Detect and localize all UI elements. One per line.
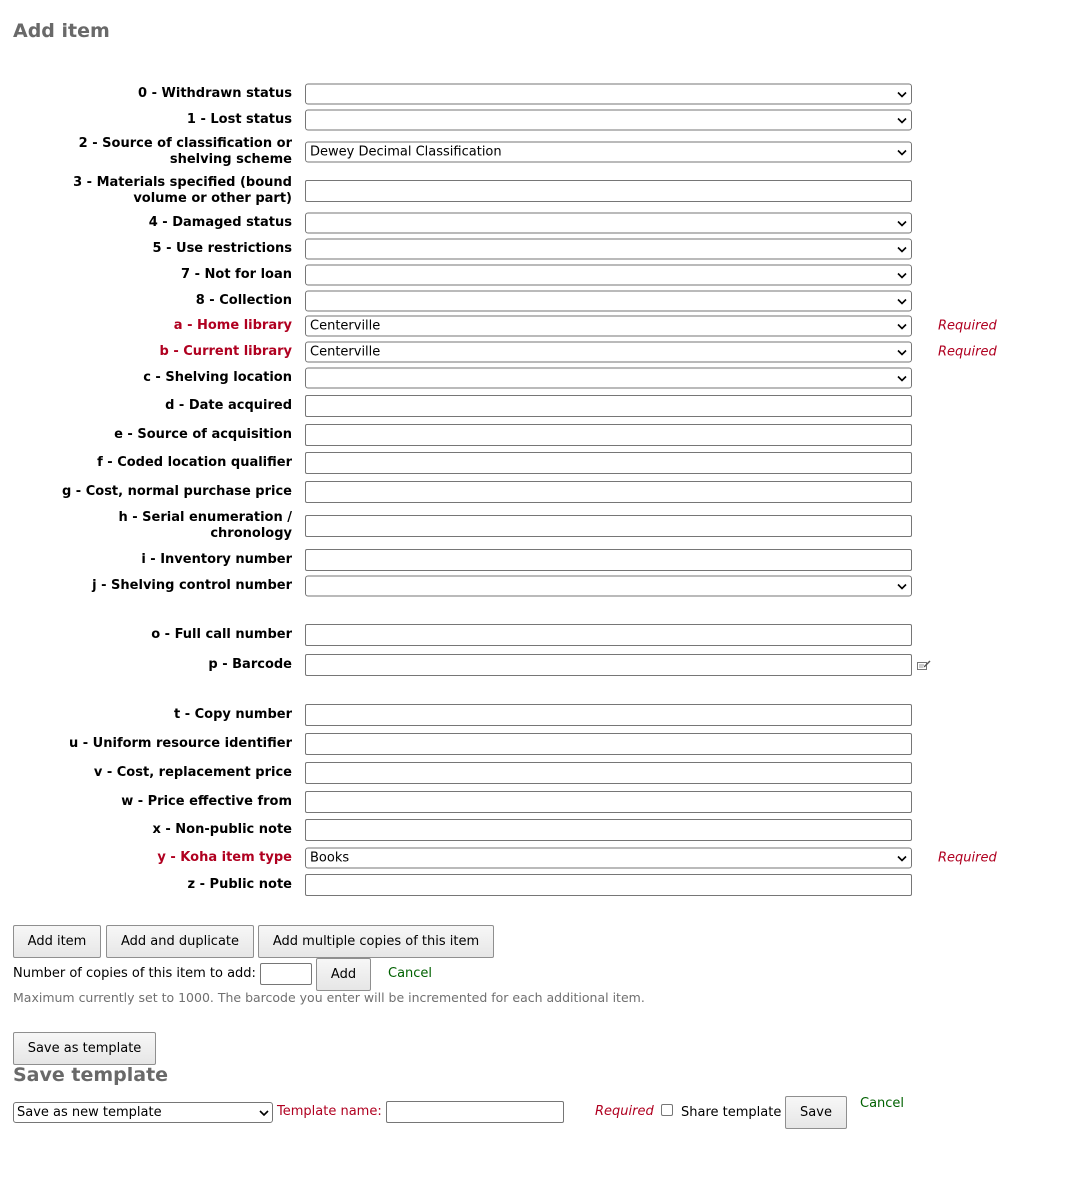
chevron-down-icon	[893, 343, 911, 362]
chevron-down-icon	[893, 317, 911, 336]
field-row-date-acquired	[0, 398, 1089, 413]
field-label-koha-item-type: y - Koha item type	[157, 850, 292, 865]
save-as-template-button[interactable]: Save as template	[13, 1032, 156, 1065]
template-select[interactable]	[13, 1102, 273, 1123]
cost-replacement-price-input[interactable]	[305, 762, 912, 784]
template-select-value: Save as new template	[17, 1105, 162, 1120]
field-label-not-for-loan: 7 - Not for loan	[181, 267, 292, 282]
chevron-down-icon	[256, 1110, 272, 1116]
field-row-home-library	[0, 318, 1089, 334]
source-of-acquisition-input[interactable]	[305, 424, 912, 446]
barcode-plugin-edit-icon[interactable]	[917, 659, 931, 671]
field-row-serial-enumeration-chronology	[0, 510, 1089, 541]
cost-normal-purchase-price-input[interactable]	[305, 481, 912, 503]
non-public-note-input[interactable]	[305, 819, 912, 841]
field-label-inventory-number: i - Inventory number	[141, 552, 292, 567]
field-label-current-library: b - Current library	[159, 344, 292, 359]
uniform-resource-identifier-input[interactable]	[305, 733, 912, 755]
chevron-down-icon	[893, 577, 911, 596]
required-note: Required	[938, 850, 997, 866]
field-row-public-note	[0, 877, 1089, 892]
koha-item-type-select-value: Books	[310, 850, 350, 866]
field-label-withdrawn-status: 0 - Withdrawn status	[138, 86, 292, 101]
date-acquired-input[interactable]	[305, 395, 912, 417]
field-row-shelving-control-number	[0, 578, 1089, 593]
field-label-public-note: z - Public note	[187, 877, 292, 892]
shelving-location-select[interactable]	[305, 368, 912, 389]
share-template-label: Share template	[681, 1105, 782, 1120]
template-name-input[interactable]	[386, 1101, 564, 1123]
field-label-barcode: p - Barcode	[208, 657, 292, 672]
share-template-checkbox[interactable]	[661, 1104, 673, 1116]
not-for-loan-select[interactable]	[305, 265, 912, 286]
field-row-uniform-resource-identifier	[0, 736, 1089, 751]
price-effective-from-input[interactable]	[305, 791, 912, 813]
chevron-down-icon	[893, 143, 911, 162]
field-row-source-of-acquisition	[0, 427, 1089, 442]
copies-input[interactable]	[260, 963, 312, 985]
field-label-shelving-location: c - Shelving location	[143, 370, 292, 385]
copy-number-input[interactable]	[305, 704, 912, 726]
template-name-label: Template name:	[277, 1104, 382, 1119]
home-library-select-value: Centerville	[310, 318, 381, 334]
damaged-status-select[interactable]	[305, 213, 912, 234]
field-label-date-acquired: d - Date acquired	[165, 398, 292, 413]
coded-location-qualifier-input[interactable]	[305, 452, 912, 474]
required-note: Required	[938, 344, 997, 360]
chevron-down-icon	[893, 240, 911, 259]
field-row-non-public-note	[0, 822, 1089, 837]
withdrawn-status-select[interactable]	[305, 84, 912, 105]
current-library-select-value: Centerville	[310, 344, 381, 360]
field-label-price-effective-from: w - Price effective from	[121, 794, 292, 809]
field-label-serial-enumeration-chronology: h - Serial enumeration / chronology	[118, 510, 292, 541]
field-row-barcode	[0, 657, 1089, 672]
field-label-home-library: a - Home library	[173, 318, 292, 333]
save-template-cancel-link[interactable]: Cancel	[860, 1096, 905, 1111]
field-label-coded-location-qualifier: f - Coded location qualifier	[97, 455, 292, 470]
inventory-number-input[interactable]	[305, 549, 912, 571]
copies-hint: Maximum currently set to 1000. The barcode you enter will be incremented for each additional item.	[13, 990, 645, 1005]
field-label-source-of-classification-or-shelving-scheme: 2 - Source of classification or shelving scheme	[78, 136, 292, 167]
lost-status-select[interactable]	[305, 110, 912, 131]
copies-add-button[interactable]: Add	[316, 958, 371, 991]
chevron-down-icon	[893, 292, 911, 311]
field-row-lost-status	[0, 112, 1089, 127]
chevron-down-icon	[893, 369, 911, 388]
field-label-lost-status: 1 - Lost status	[186, 112, 292, 127]
field-label-cost-replacement-price: v - Cost, replacement price	[93, 765, 292, 780]
add-multiple-copies-button[interactable]: Add multiple copies of this item	[258, 925, 494, 958]
required-note: Required	[938, 318, 997, 334]
field-row-current-library	[0, 344, 1089, 360]
add-and-duplicate-button[interactable]: Add and duplicate	[106, 925, 254, 958]
field-row-full-call-number	[0, 627, 1089, 642]
field-label-non-public-note: x - Non-public note	[152, 822, 292, 837]
field-row-materials-specified-bound-volume-or-other-part	[0, 175, 1089, 206]
use-restrictions-select[interactable]	[305, 239, 912, 260]
field-label-cost-normal-purchase-price: g - Cost, normal purchase price	[61, 484, 292, 499]
chevron-down-icon	[893, 214, 911, 233]
current-library-select[interactable]	[305, 342, 912, 363]
field-label-shelving-control-number: j - Shelving control number	[92, 578, 292, 593]
public-note-input[interactable]	[305, 874, 912, 896]
shelving-control-number-select[interactable]	[305, 576, 912, 597]
copies-cancel-link[interactable]: Cancel	[388, 966, 433, 981]
materials-specified-bound-volume-or-other-part-input[interactable]	[305, 180, 912, 202]
koha-item-type-select[interactable]	[305, 848, 912, 869]
save-template-heading: Save template	[13, 1064, 169, 1086]
field-row-cost-replacement-price	[0, 765, 1089, 780]
field-row-price-effective-from	[0, 794, 1089, 809]
field-row-shelving-location	[0, 370, 1089, 385]
save-template-button[interactable]: Save	[785, 1096, 847, 1129]
chevron-down-icon	[893, 111, 911, 130]
template-name-required: Required	[595, 1104, 654, 1119]
field-row-damaged-status	[0, 215, 1089, 230]
field-row-source-of-classification-or-shelving-scheme	[0, 136, 1089, 167]
page-title: Add item	[13, 20, 110, 42]
chevron-down-icon	[893, 849, 911, 868]
add-item-button[interactable]: Add item	[13, 925, 101, 958]
field-label-uniform-resource-identifier: u - Uniform resource identifier	[68, 736, 292, 751]
chevron-down-icon	[893, 266, 911, 285]
field-label-copy-number: t - Copy number	[173, 707, 292, 722]
source-of-classification-or-shelving-scheme-select[interactable]	[305, 142, 912, 163]
field-label-collection: 8 - Collection	[195, 293, 292, 308]
field-row-copy-number	[0, 707, 1089, 722]
field-row-inventory-number	[0, 552, 1089, 567]
field-label-source-of-acquisition: e - Source of acquisition	[114, 427, 292, 442]
full-call-number-input[interactable]	[305, 624, 912, 646]
source-of-classification-or-shelving-scheme-select-value: Dewey Decimal Classification	[310, 144, 502, 160]
field-row-use-restrictions	[0, 241, 1089, 256]
field-label-full-call-number: o - Full call number	[151, 627, 292, 642]
collection-select[interactable]	[305, 291, 912, 312]
field-label-materials-specified-bound-volume-or-other-part: 3 - Materials specified (bound volume or other part)	[73, 175, 292, 206]
field-row-koha-item-type	[0, 850, 1089, 866]
copies-label: Number of copies of this item to add:	[13, 966, 256, 981]
home-library-select[interactable]	[305, 316, 912, 337]
field-row-coded-location-qualifier	[0, 455, 1089, 470]
field-row-cost-normal-purchase-price	[0, 484, 1089, 499]
field-row-collection	[0, 293, 1089, 308]
field-row-withdrawn-status	[0, 86, 1089, 101]
barcode-input[interactable]	[305, 654, 912, 676]
field-label-use-restrictions: 5 - Use restrictions	[152, 241, 292, 256]
field-label-damaged-status: 4 - Damaged status	[148, 215, 292, 230]
serial-enumeration-chronology-input[interactable]	[305, 515, 912, 537]
field-row-not-for-loan	[0, 267, 1089, 282]
chevron-down-icon	[893, 85, 911, 104]
